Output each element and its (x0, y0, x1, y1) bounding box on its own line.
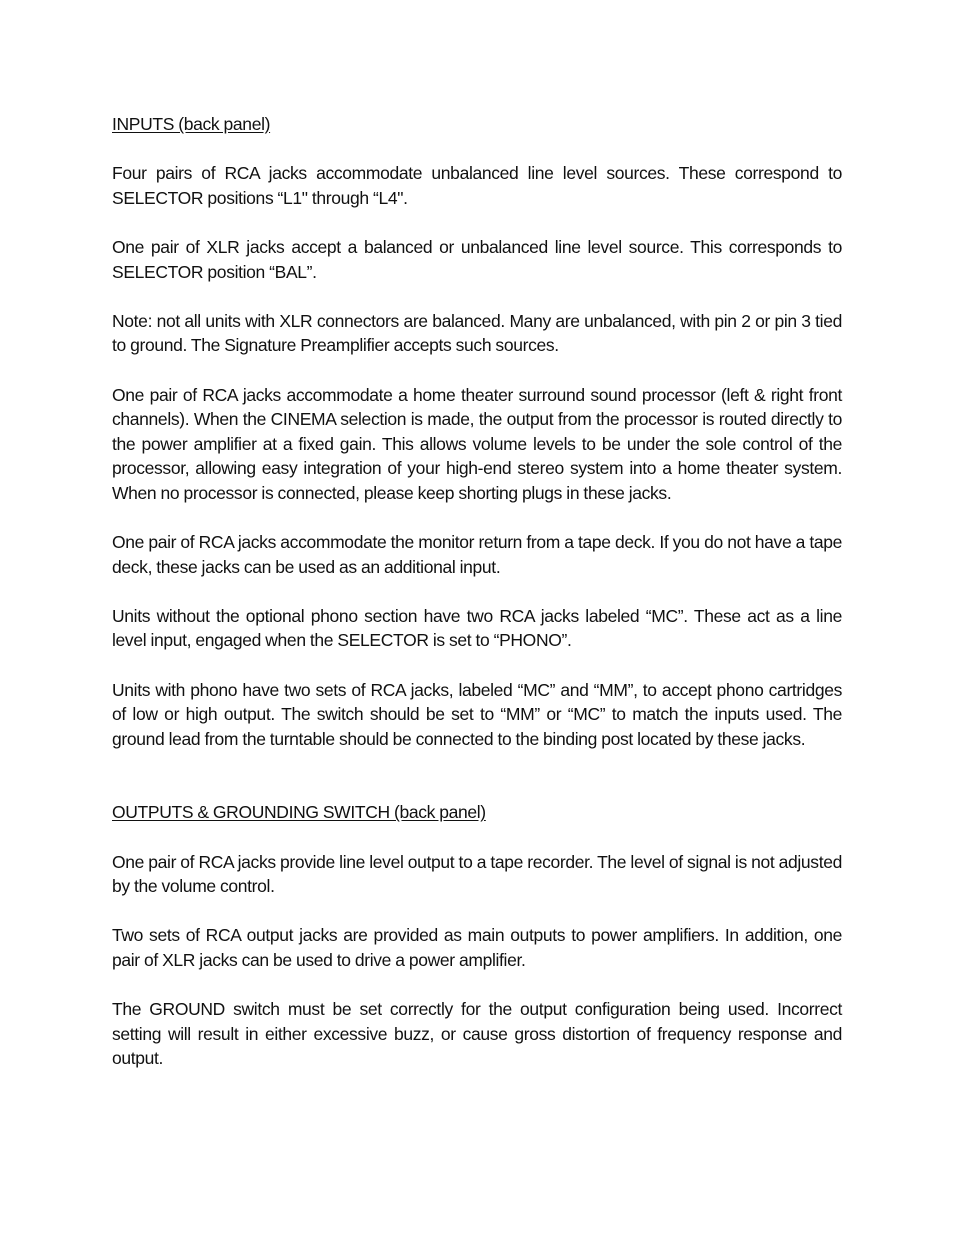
outputs-heading: OUTPUTS & GROUNDING SWITCH (back panel) (112, 802, 486, 823)
inputs-section (112, 112, 842, 751)
inputs-paragraph-cinema: One pair of RCA jacks accommodate a home theater surround sound processor (left & right front channels). When the CINEMA selection is made, the output from the processor is routed directly to the power amplifier at a fixed gain. This allows volume levels to be under the sole control of the processor, allowing easy integration of your high-end stereo system into a home theater system. When no processor is connected, please keep shorting plugs in these jacks. (112, 384, 842, 503)
outputs-paragraph-tape-out: One pair of RCA jacks provide line level output to a tape recorder. The level of signal is not adjusted by the volume control. (112, 851, 842, 897)
inputs-paragraph-no-phono: Units without the optional phono section have two RCA jacks labeled “MC”. These act as a line level input, engaged when the SELECTOR is set to “PHONO”. (112, 605, 842, 651)
inputs-paragraph-phono: Units with phono have two sets of RCA jacks, labeled “MC” and “MM”, to accept phono cartridges of low or high output. The switch should be set to “MM” or “MC” to match the inputs used. The ground lead from the turntable should be connected to the binding post located by these jacks. (112, 679, 842, 749)
inputs-paragraph-xlr: One pair of XLR jacks accept a balanced or unbalanced line level source. This corresponds to SELECTOR position “BAL”. (112, 236, 842, 282)
outputs-section (112, 800, 842, 1071)
outputs-paragraph-main-outputs: Two sets of RCA output jacks are provided as main outputs to power amplifiers. In addition, one pair of XLR jacks can be used to drive a power amplifier. (112, 925, 842, 970)
outputs-paragraph-ground-switch: The GROUND switch must be set correctly for the output configuration being used. Incorrect setting will result in either excessive buzz, or cause gross distortion of frequency response and output. (112, 999, 842, 1069)
inputs-paragraph-note: Note: not all units with XLR connectors are balanced. Many are unbalanced, with pin 2 or pin 3 tied to ground. The Signature Preamplifier accepts such sources. (112, 310, 842, 356)
document-page (112, 112, 842, 1071)
inputs-heading: INPUTS (back panel) (112, 114, 271, 134)
inputs-paragraph-tape-monitor: One pair of RCA jacks accommodate the monitor return from a tape deck. If you do not have a tape deck, these jacks can be used as an additional input. (112, 532, 842, 577)
inputs-paragraph-rca-line: Four pairs of RCA jacks accommodate unbalanced line level sources. These correspond to SELECTOR positions “L1" through “L4". (112, 163, 842, 208)
